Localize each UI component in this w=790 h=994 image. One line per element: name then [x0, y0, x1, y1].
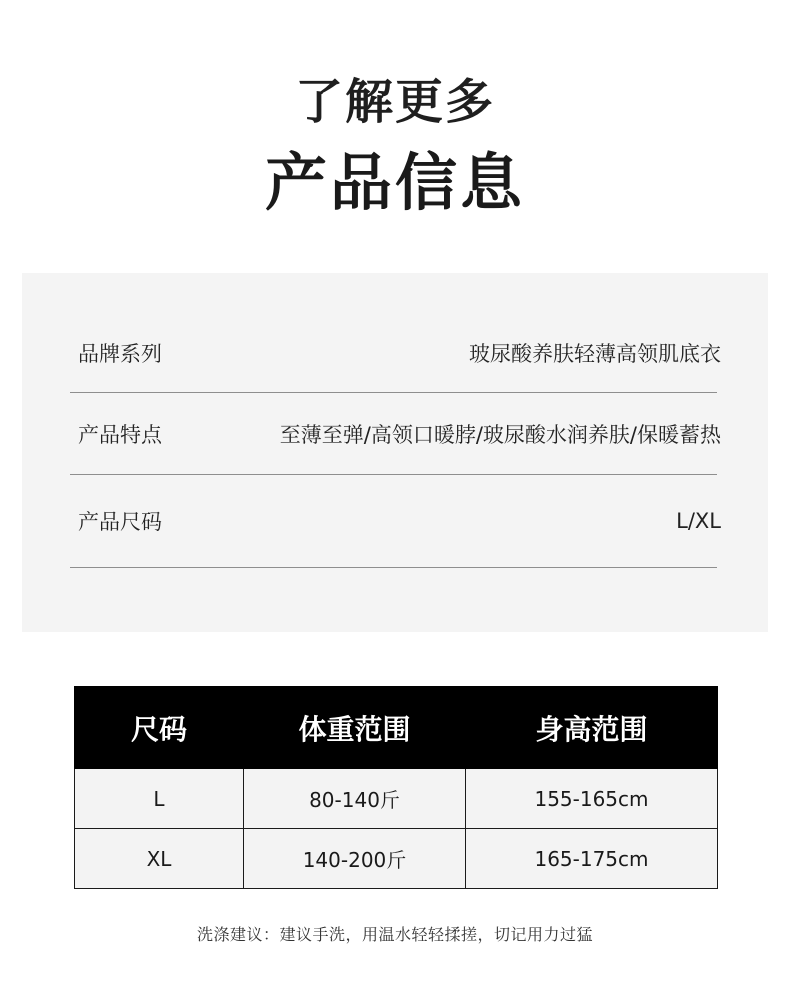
care-instructions: 洗涤建议：建议手洗，用温水轻轻揉搓，切记用力过猛 [196, 925, 593, 944]
info-label: 产品特点 [78, 423, 162, 447]
header-height-range: 身高范围 [466, 687, 718, 769]
table-row [75, 829, 718, 889]
info-row-sizes [70, 475, 721, 568]
cell-weight: 80-140斤 [244, 769, 466, 829]
cell-height: 155-165cm [466, 769, 718, 829]
heading-product-info: 产品信息 [264, 146, 525, 219]
cell-height: 165-175cm [466, 829, 718, 889]
product-info-panel [22, 273, 768, 632]
info-row-features [70, 394, 721, 475]
cell-size: L [75, 769, 244, 829]
size-chart-table [74, 686, 718, 889]
info-row-brand-series [70, 313, 721, 393]
header-weight-range: 体重范围 [244, 687, 466, 769]
table-header-row [75, 687, 718, 769]
info-value: 玻尿酸养肤轻薄高领肌底衣 [469, 341, 721, 366]
heading-learn-more: 了解更多 [294, 74, 495, 130]
cell-weight: 140-200斤 [244, 829, 466, 889]
info-label: 品牌系列 [78, 341, 162, 366]
info-value: L/XL [676, 509, 721, 533]
info-value: 至薄至弹/高领口暖脖/玻尿酸水润养肤/保暖蓄热 [279, 423, 721, 447]
cell-size: XL [75, 829, 244, 889]
header-size: 尺码 [75, 687, 244, 769]
table-row [75, 769, 718, 829]
info-label: 产品尺码 [78, 510, 162, 534]
